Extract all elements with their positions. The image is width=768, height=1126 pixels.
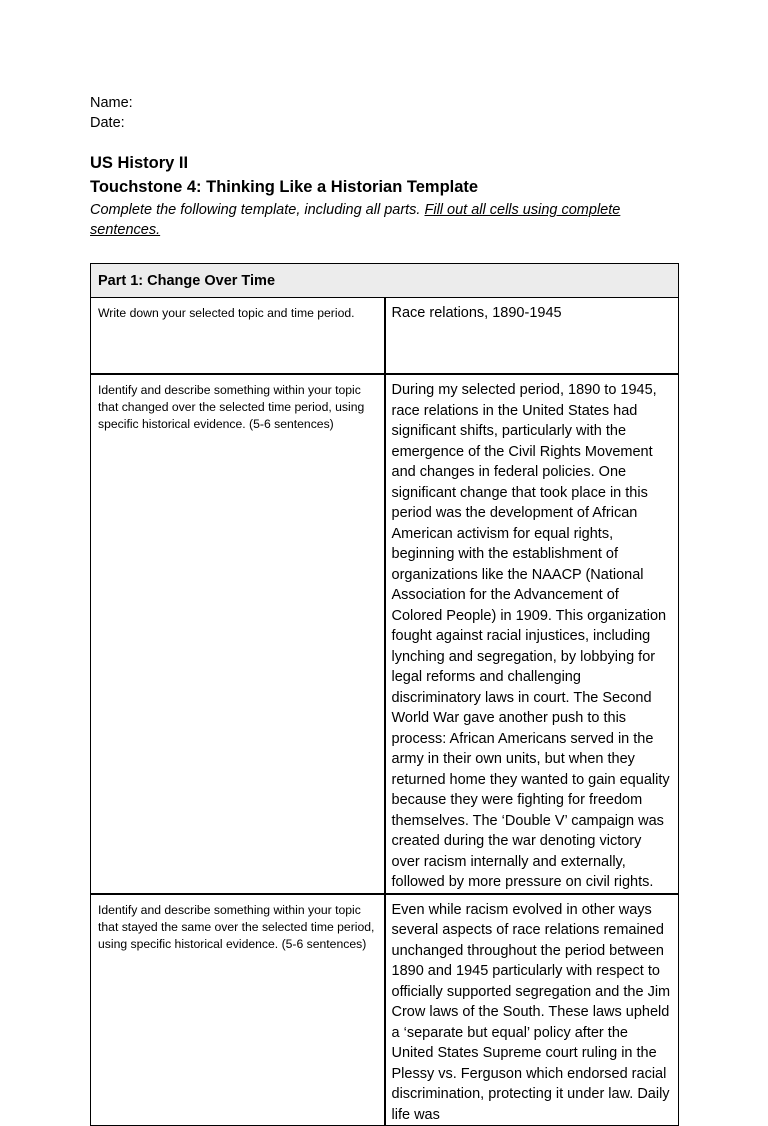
table-header-row — [91, 264, 679, 298]
part-1-header: Part 1: Change Over Time — [91, 264, 679, 298]
instructions-underlined: Fill out all cells using complete sentences. — [90, 202, 621, 238]
answer-cell-continuity[interactable]: Even while racism evolved in other ways several aspects of race relations remained unchanged throughout the period between 1890 and 1945 particularly with respect to officially supported segregation and the Jim Crow laws of the South. These laws upheld a ‘separate but equal’ policy after the United States Supreme court ruling in the Plessy vs. Ferguson which endorsed racial discrimination, protecting it under law. Daily life was — [385, 894, 679, 1126]
table-row — [91, 298, 679, 375]
prompt-cell: Identify and describe something within your topic that stayed the same over the selected time period, using specific historical evidence. (5-6 sentences) — [91, 894, 385, 1126]
table-row — [91, 894, 679, 1126]
document-title: Touchstone 4: Thinking Like a Historian Template — [90, 178, 479, 196]
answer-cell-topic[interactable]: Race relations, 1890-1945 — [385, 298, 679, 375]
document-header — [90, 93, 690, 240]
change-over-time-table — [90, 263, 679, 1126]
instructions-text: Complete the following template, including all parts. — [90, 202, 425, 218]
prompt-cell: Identify and describe something within your topic that changed over the selected time period, using specific historical evidence. (5-6 sentences) — [91, 374, 385, 894]
course-title: US History II — [90, 154, 189, 172]
name-field-label: Name: — [90, 95, 133, 111]
answer-cell-change[interactable]: During my selected period, 1890 to 1945, race relations in the United States had significant shifts, particularly with the emergence of the Civil Rights Movement and changes in federal policies. One significant change that took place in this period was the development of African American activism for equal rights, beginning with the establishment of organizations like the NAACP (National Association for the Advancement of Colored People) in 1909. This organization fought against racial injustices, including lynching and segregation, by lobbying for legal reforms and challenging discriminatory laws in court. The Second World War gave another push to this process: African Americans served in the army in their own units, but when they returned home they wanted to gain equality because they were fighting for freedom themselves. The ‘Double V’ campaign was created during the war denoting victory over racism internally and externally, followed by more pressure on civil rights. — [385, 374, 679, 894]
table-row — [91, 374, 679, 894]
date-field-label: Date: — [90, 115, 125, 131]
prompt-cell: Write down your selected topic and time period. — [91, 298, 385, 375]
instructions — [90, 200, 660, 240]
